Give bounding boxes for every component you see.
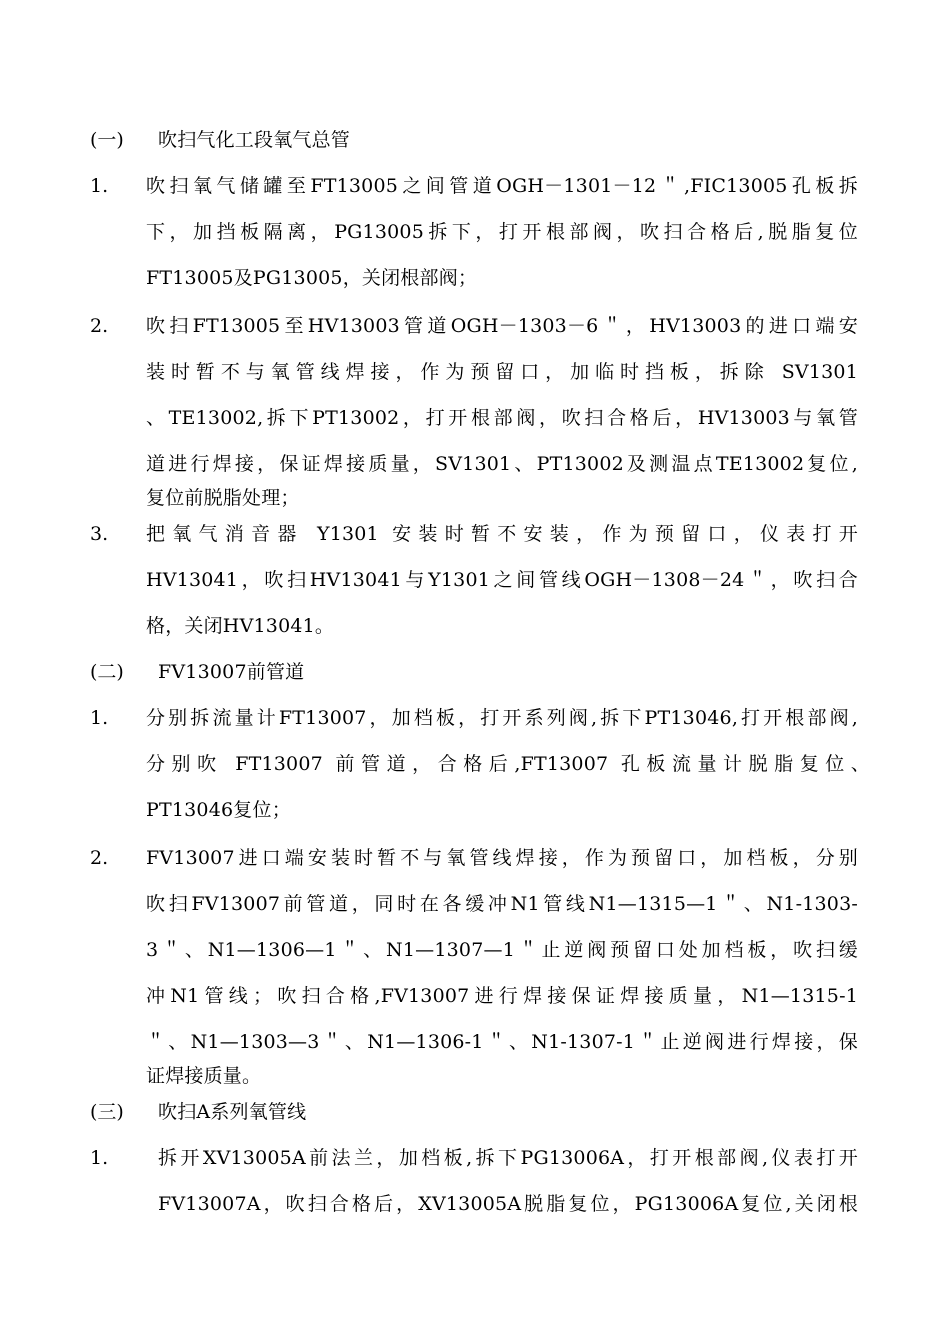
item-number: 1. bbox=[90, 707, 109, 729]
paragraph-line: FV13007A，吹扫合格后，XV13005A脱脂复位，PG13006A复位,关闭根 bbox=[158, 1193, 858, 1215]
paragraph-line: 吹扫FT13005至HV13003管道OGH－1303－6＂，HV13003的进口端安 bbox=[146, 315, 858, 337]
paragraph-line: 吹扫FV13007前管道，同时在各缓冲N1管线N1—1315—1＂、N1-1303- bbox=[146, 893, 858, 915]
paragraph-line: HV13041，吹扫HV13041与Y1301之间管线OGH－1308－24＂，吹扫合 bbox=[146, 569, 858, 591]
section-title: 吹扫A系列氧管线 bbox=[158, 1101, 307, 1123]
paragraph-line: 下，加挡板隔离，PG13005拆下，打开根部阀，吹扫合格后,脱脂复位 bbox=[146, 221, 858, 243]
section-marker: (三) bbox=[90, 1101, 124, 1123]
paragraph-line: 3＂、N1—1306—1＂、N1—1307—1＂止逆阀预留口处加档板，吹扫缓 bbox=[146, 939, 858, 961]
paragraph-line: 冲N1管线；吹扫合格,FV13007进行焊接保证焊接质量，N1—1315-1 bbox=[146, 985, 858, 1007]
paragraph-line: 道进行焊接，保证焊接质量，SV1301、PT13002及测温点TE13002复位, bbox=[146, 453, 858, 475]
paragraph-line: 格，关闭HV13041。 bbox=[146, 615, 335, 637]
section-marker: (一) bbox=[90, 129, 124, 151]
section-title: 吹扫气化工段氧气总管 bbox=[158, 129, 351, 151]
paragraph-line: 分别拆流量计FT13007，加档板，打开系列阀,拆下PT13046,打开根部阀, bbox=[146, 707, 858, 729]
section-title: FV13007前管道 bbox=[158, 661, 305, 683]
item-number: 1. bbox=[90, 1147, 109, 1169]
paragraph-line: ＂、N1—1303—3＂、N1—1306-1＂、N1-1307-1＂止逆阀进行焊接，保 bbox=[146, 1031, 858, 1053]
paragraph-line: 分别吹 FT13007 前管道，合格后,FT13007 孔板流量计脱脂复位、 bbox=[146, 753, 870, 775]
paragraph-line: PT13046复位； bbox=[146, 799, 291, 821]
paragraph-line: 吹扫氧气储罐至FT13005之间管道OGH－1301－12＂,FIC13005孔板拆 bbox=[146, 175, 858, 197]
paragraph-line: 复位前脱脂处理； bbox=[146, 487, 300, 509]
paragraph-line: FT13005及PG13005，关闭根部阀； bbox=[146, 267, 478, 289]
item-number: 2. bbox=[90, 847, 109, 869]
item-number: 3. bbox=[90, 523, 109, 545]
paragraph-line: 拆开XV13005A前法兰，加档板,拆下PG13006A，打开根部阀,仪表打开 bbox=[158, 1147, 858, 1169]
section-marker: (二) bbox=[90, 661, 124, 683]
paragraph-line: FV13007进口端安装时暂不与氧管线焊接，作为预留口，加档板，分别 bbox=[146, 847, 858, 869]
paragraph-line: 证焊接质量。 bbox=[146, 1065, 262, 1087]
item-number: 1. bbox=[90, 175, 109, 197]
paragraph-line: 、TE13002,拆下PT13002，打开根部阀，吹扫合格后，HV13003与氧管 bbox=[146, 407, 858, 429]
paragraph-line: 把氧气消音器 Y1301 安装时暂不安装，作为预留口，仪表打开 bbox=[146, 523, 858, 545]
paragraph-line: 装时暂不与氧管线焊接，作为预留口，加临时挡板，拆除 SV1301 bbox=[146, 361, 858, 383]
item-number: 2. bbox=[90, 315, 109, 337]
